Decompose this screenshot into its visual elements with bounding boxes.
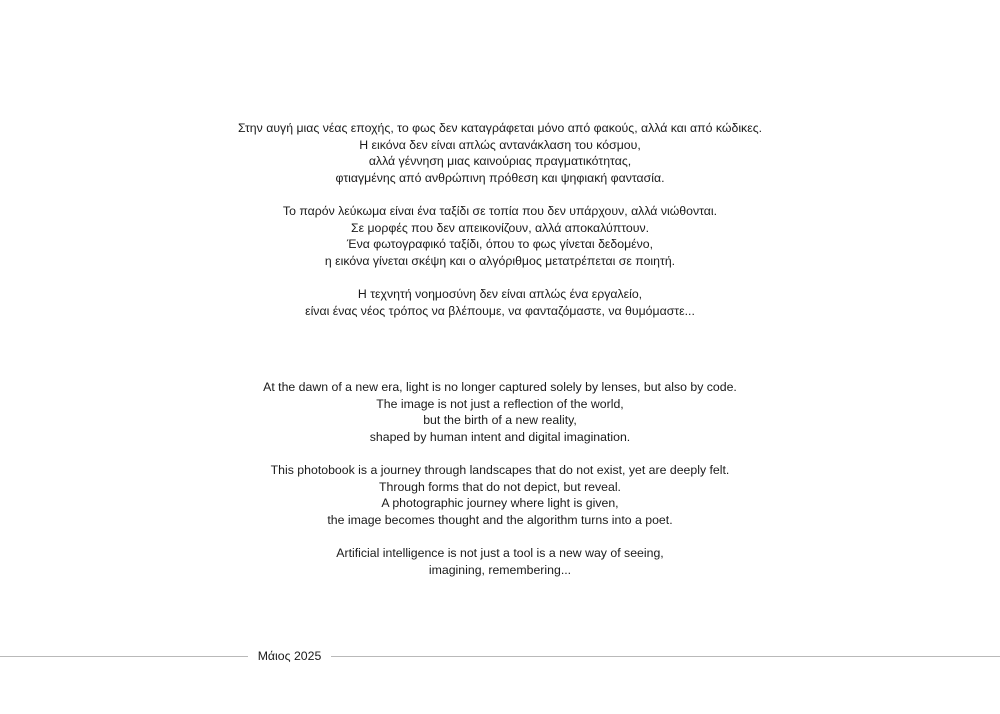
greek-text-block — [0, 120, 1000, 319]
text-line: Στην αυγή μιας νέας εποχής, το φως δεν καταγράφεται μόνο από φακούς, αλλά και από κώδικες. — [237, 121, 763, 135]
text-line: The image is not just a reflection of the world, — [376, 396, 624, 411]
text-line: φτιαγμένης από ανθρώπινη πρόθεση και ψηφιακή φαντασία. — [335, 170, 665, 185]
text-line: η εικόνα γίνεται σκέψη και ο αλγόριθμος μετατρέπεται σε ποιητή. — [324, 253, 676, 268]
text-line: This photobook is a journey through landscapes that do not exist, yet are deeply felt. — [270, 462, 730, 477]
footer-date: Μάιος 2025 — [257, 649, 322, 663]
text-line: Η εικόνα δεν είναι απλώς αντανάκλαση του κόσμου, — [359, 137, 641, 152]
text-line: Ένα φωτογραφικό ταξίδι, όπου το φως γίνεται δεδομένο, — [346, 237, 654, 252]
text-line: Through forms that do not depict, but reveal. — [379, 479, 621, 494]
text-line: shaped by human intent and digital imagination. — [369, 429, 631, 444]
text-line: Σε μορφές που δεν απεικονίζουν, αλλά αποκαλύπτουν. — [350, 220, 650, 235]
text-line: Το παρόν λεύκωμα είναι ένα ταξίδι σε τοπία που δεν υπάρχουν, αλλά νιώθονται. — [282, 203, 718, 218]
text-line: αλλά γέννηση μιας καινούριας πραγματικότητας, — [368, 154, 632, 169]
text-line: είναι ένας νέος τρόπος να βλέπουμε, να φανταζόμαστε, να θυμόμαστε... — [305, 303, 695, 318]
text-line: but the birth of a new reality, — [423, 413, 577, 428]
text-line: A photographic journey where light is given, — [381, 496, 619, 511]
english-paragraph-1 — [0, 379, 1000, 445]
english-paragraph-3 — [0, 545, 1000, 578]
text-line: At the dawn of a new era, light is no longer captured solely by lenses, but also by code. — [263, 380, 737, 394]
text-line: imagining, remembering... — [428, 562, 572, 577]
footer-divider-right — [331, 656, 1000, 657]
english-paragraph-2 — [0, 462, 1000, 528]
greek-paragraph-3 — [0, 286, 1000, 319]
greek-paragraph-2 — [0, 203, 1000, 269]
text-line: the image becomes thought and the algorithm turns into a poet. — [327, 512, 673, 527]
footer-divider-left — [0, 656, 248, 657]
text-line: Artificial intelligence is not just a tool is a new way of seeing, — [336, 545, 664, 560]
text-line: Η τεχνητή νοημοσύνη δεν είναι απλώς ένα εργαλείο, — [357, 286, 643, 301]
page-footer — [0, 646, 1000, 666]
greek-paragraph-1 — [0, 120, 1000, 186]
english-text-block — [0, 379, 1000, 578]
